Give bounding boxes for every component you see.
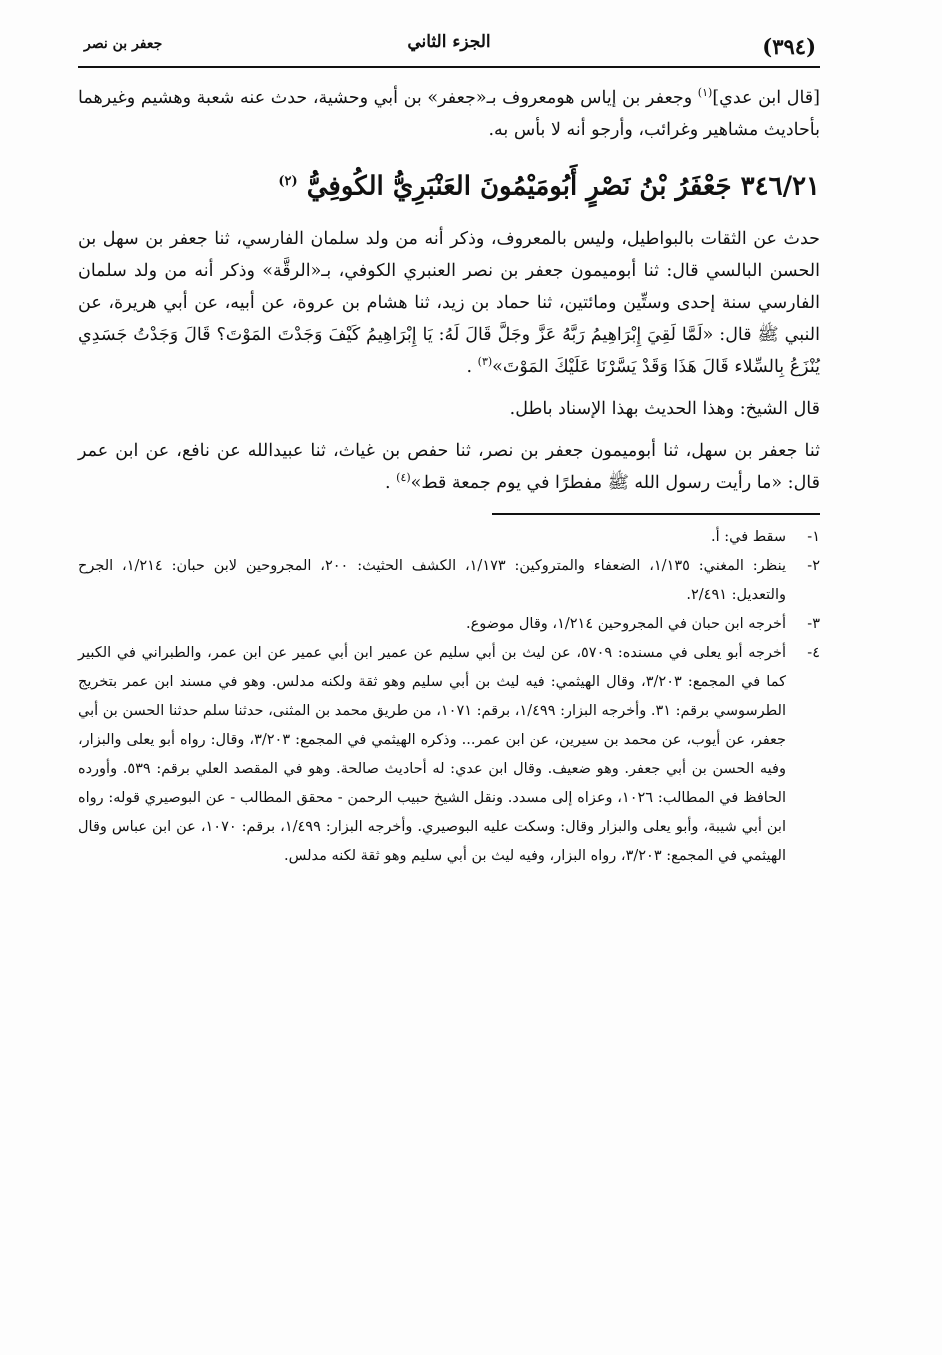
footnote-separator	[492, 513, 820, 515]
paragraph-intro-text: وجعفر بن إياس هومعروف بـ«جعفر» بن أبي وحشية، حدث عنه شعبة وهشيم وغيرهما بأحاديث مشاهير وغرائب، وأرجو أنه لا بأس به.	[78, 88, 820, 140]
entry-title-text: ٣٤٦/٢١ جَعْفَرُ بْنُ نَصْرٍ أَبُومَيْمُونَ العَنْبَرِيُّ الكُوفِيُّ	[306, 171, 820, 202]
paragraph-second-hadith-text: ثنا جعفر بن سهل، ثنا أبوميمون جعفر بن نصر، ثنا حفص بن غياث، ثنا عبيدالله عن نافع، عن ابن عمر قال: «ما رأيت رسول الله ﷺ مفطرًا في يوم جمعة قط»	[78, 440, 820, 493]
footnote-number: ٣-	[807, 615, 820, 632]
footnote-number: ٢-	[807, 557, 820, 574]
bracket-text: [قال ابن عدي]	[712, 88, 820, 108]
footnote	[78, 639, 820, 871]
footnote	[78, 610, 820, 639]
paragraph-hadith-text: حدث عن الثقات بالبواطيل، وليس بالمعروف، وذكر أنه من ولد سلمان الفارسي، ثنا جعفر بن سهل بن الحسن البالسي قال: ثنا أبوميمون جعفر بن نصر العنبري الكوفي، بـ«الرقَّة» وذكر أنه من ولد سلمان الفارسي سنة إحدى وستِّين ومائتين، ثنا حماد بن زيد، ثنا هشام بن عروة، عن أبيه، عن أبي هريرة، عن النبي ﷺ قال: «لَمَّا لَقِيَ إِبْرَاهِيمُ رَبَّهُ عَزَّ وجَلَّ قَالَ لَهُ: يَا إِبْرَاهِيمُ كَيْفَ وَجَدْتَ المَوْتَ؟ قَالَ وَجَدْتُ جَسَدِي يُنْزَعُ بِالسِّلاء قَالَ هَذَا وَقَدْ يَسَّرْنَا عَلَيْكَ المَوْتَ»	[78, 228, 820, 377]
footnote-number: ٤-	[807, 644, 820, 661]
paragraph-verdict: قال الشيخ: وهذا الحديث بهذا الإسناد باطل.	[509, 398, 820, 419]
page-number: (٣٩٤)	[762, 34, 816, 59]
footnote-ref-2[interactable]: (٢)	[278, 174, 298, 189]
running-title: جعفر بن نصر	[84, 36, 163, 52]
footnotes	[78, 523, 820, 871]
part-title: الجزء الثاني	[407, 32, 491, 52]
footnote-ref-4[interactable]: (٤)	[396, 470, 411, 484]
page	[78, 22, 820, 871]
footnote-ref-1[interactable]: (١)	[697, 86, 713, 100]
footnote-text: سقط في: أ.	[710, 528, 786, 545]
footnote-ref-3[interactable]: (٣)	[477, 354, 493, 368]
entry-title	[78, 156, 820, 213]
footnote	[78, 552, 820, 610]
page-header	[78, 22, 820, 68]
paragraph-intro	[78, 82, 820, 146]
paragraph-second-hadith: ثنا جعفر بن سهل، ثنا أبوميمون جعفر بن نصر، ثنا حفص بن غياث، ثنا عبيدالله عن نافع، عن ابن عمر قال: «ما رأيت رسول الله ﷺ مفطرًا في يوم جمعة قط»$^{(٤)}$ .	[78, 440, 820, 493]
footnote-text: أخرجه ابن حبان في المجروحين ١/٢١٤، وقال موضوع.	[465, 615, 786, 632]
paragraph-hadith: حدث عن الثقات بالبواطيل، وليس بالمعروف، وذكر أنه من ولد سلمان الفارسي، ثنا جعفر بن سهل بن الحسن البالسي قال: ثنا أبوميمون جعفر بن نصر العنبري الكوفي، بـ«الرقَّة» وذكر أنه من ولد سلمان الفارسي سنة إحدى وستِّين ومائتين، ثنا حماد بن زيد، ثنا هشام بن عروة، عن أبيه، عن أبي هريرة، عن النبي ﷺ قال: «لَمَّا لَقِيَ إِبْرَاهِيمُ رَبَّهُ عَزَّ وجَلَّ قَالَ لَهُ: يَا إِبْرَاهِيمُ كَيْفَ وَجَدْتَ المَوْتَ؟ قَالَ وَجَدْتُ جَسَدِي يُنْزَعُ بِالسِّلاء قَالَ هَذَا وَقَدْ يَسَّرْنَا عَلَيْكَ المَوْتَ»$^{(٣)}$ .	[78, 228, 820, 377]
main-text	[78, 82, 820, 499]
footnote-number: ١-	[807, 528, 820, 545]
footnote	[78, 523, 820, 552]
footnote-text: أخرجه أبو يعلى في مسنده: ٥٧٠٩، عن ليث بن أبي سليم عن عمير ابن أبي عمير عن ابن عمر، والطبراني في الكبير كما في المجمع: ٣/٢٠٣، وقال الهيثمي: فيه ليث بن أبي سليم وهو ثقة ولكنه مدلس. وهو في مسند ابن عمر بتخريج الطرسوسي برقم: ٣١. وأخرجه البزار: ١/٤٩٩، برقم: ١٠٧١، من طريق محمد بن المثنى، حدثنا سلم حدثنا الحسن بن أبي جعفر، عن أيوب، عن محمد بن سيرين، عن ابن عمر... وذكره الهيثمي في المجمع: ٣/٢٠٣، وقال: رواه أبو يعلى والبزار، وفيه الحسن بن أبي جعفر. وهو ضعيف. وقال ابن عدي: له أحاديث صالحة. وهو في المقصد العلي برقم: ٥٣٩. وأورده الحافظ في المطالب: ١٠٢٦، وعزاه إلى مسدد. ونقل الشيخ حبيب الرحمن - محقق المطالب - عن البوصيري قوله: رواه ابن أبي شيبة، وأبو يعلى والبزار وقال: وسكت عليه البوصيري. وأخرجه البزار: ١/٤٩٩، برقم: ١٠٧٠، عن ابن عباس وقال الهيثمي في المجمع: ٣/٢٠٣، رواه البزار، وفيه ليث بن أبي سليم وهو ثقة لكنه مدلس.	[78, 644, 786, 864]
footnote-text: ينظر: المغني: ١/١٣٥، الضعفاء والمتروكين: ١/١٧٣، الكشف الحثيث: ٢٠٠، المجروحين لابن حبان: ١/٢١٤، الجرح والتعديل: ٢/٤٩١.	[78, 557, 786, 603]
